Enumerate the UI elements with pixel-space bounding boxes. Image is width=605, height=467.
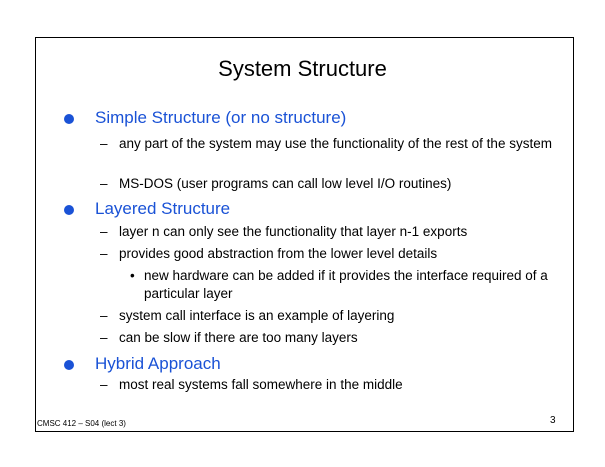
list-item-text: can be slow if there are too many layers	[119, 330, 358, 345]
list-item-text: layer n can only see the functionality that layer n-1 exports	[119, 224, 468, 239]
dash-icon: –	[100, 246, 108, 261]
dash-icon: –	[100, 330, 108, 345]
slide-title: System Structure	[218, 56, 387, 81]
list-item-text: MS-DOS (user programs can call low level I/O routines)	[119, 176, 452, 191]
list-item	[100, 376, 560, 394]
footer-course-label: CMSC 412 – S04 (lect 3)	[37, 419, 126, 428]
list-item	[100, 307, 560, 325]
dash-icon: –	[100, 308, 108, 323]
list-item	[100, 223, 560, 241]
dash-icon: –	[100, 377, 108, 392]
list-item	[100, 135, 560, 153]
section-bullet-icon	[64, 360, 74, 370]
list-item	[100, 329, 560, 347]
list-item	[100, 245, 560, 263]
sub-list-item-text: new hardware can be added if it provides the interface required of a particular layer	[144, 268, 548, 301]
section-bullet-icon	[64, 114, 74, 124]
section-heading-simple: Simple Structure (or no structure)	[95, 108, 347, 127]
section-bullet-icon	[64, 205, 74, 215]
dash-icon: –	[100, 176, 108, 191]
list-item-text: provides good abstraction from the lower level details	[119, 246, 438, 261]
dot-icon: •	[130, 268, 135, 283]
section-heading-hybrid: Hybrid Approach	[95, 354, 221, 373]
page-number: 3	[550, 415, 556, 426]
dash-icon: –	[100, 224, 108, 239]
list-item-text: system call interface is an example of layering	[119, 308, 395, 323]
list-item-text: any part of the system may use the functionality of the rest of the system	[119, 136, 552, 151]
section-heading-layered: Layered Structure	[95, 199, 231, 218]
list-item	[100, 175, 560, 193]
dash-icon: –	[100, 136, 108, 151]
list-item-text: most real systems fall somewhere in the middle	[119, 377, 403, 392]
sub-list-item	[130, 267, 550, 303]
